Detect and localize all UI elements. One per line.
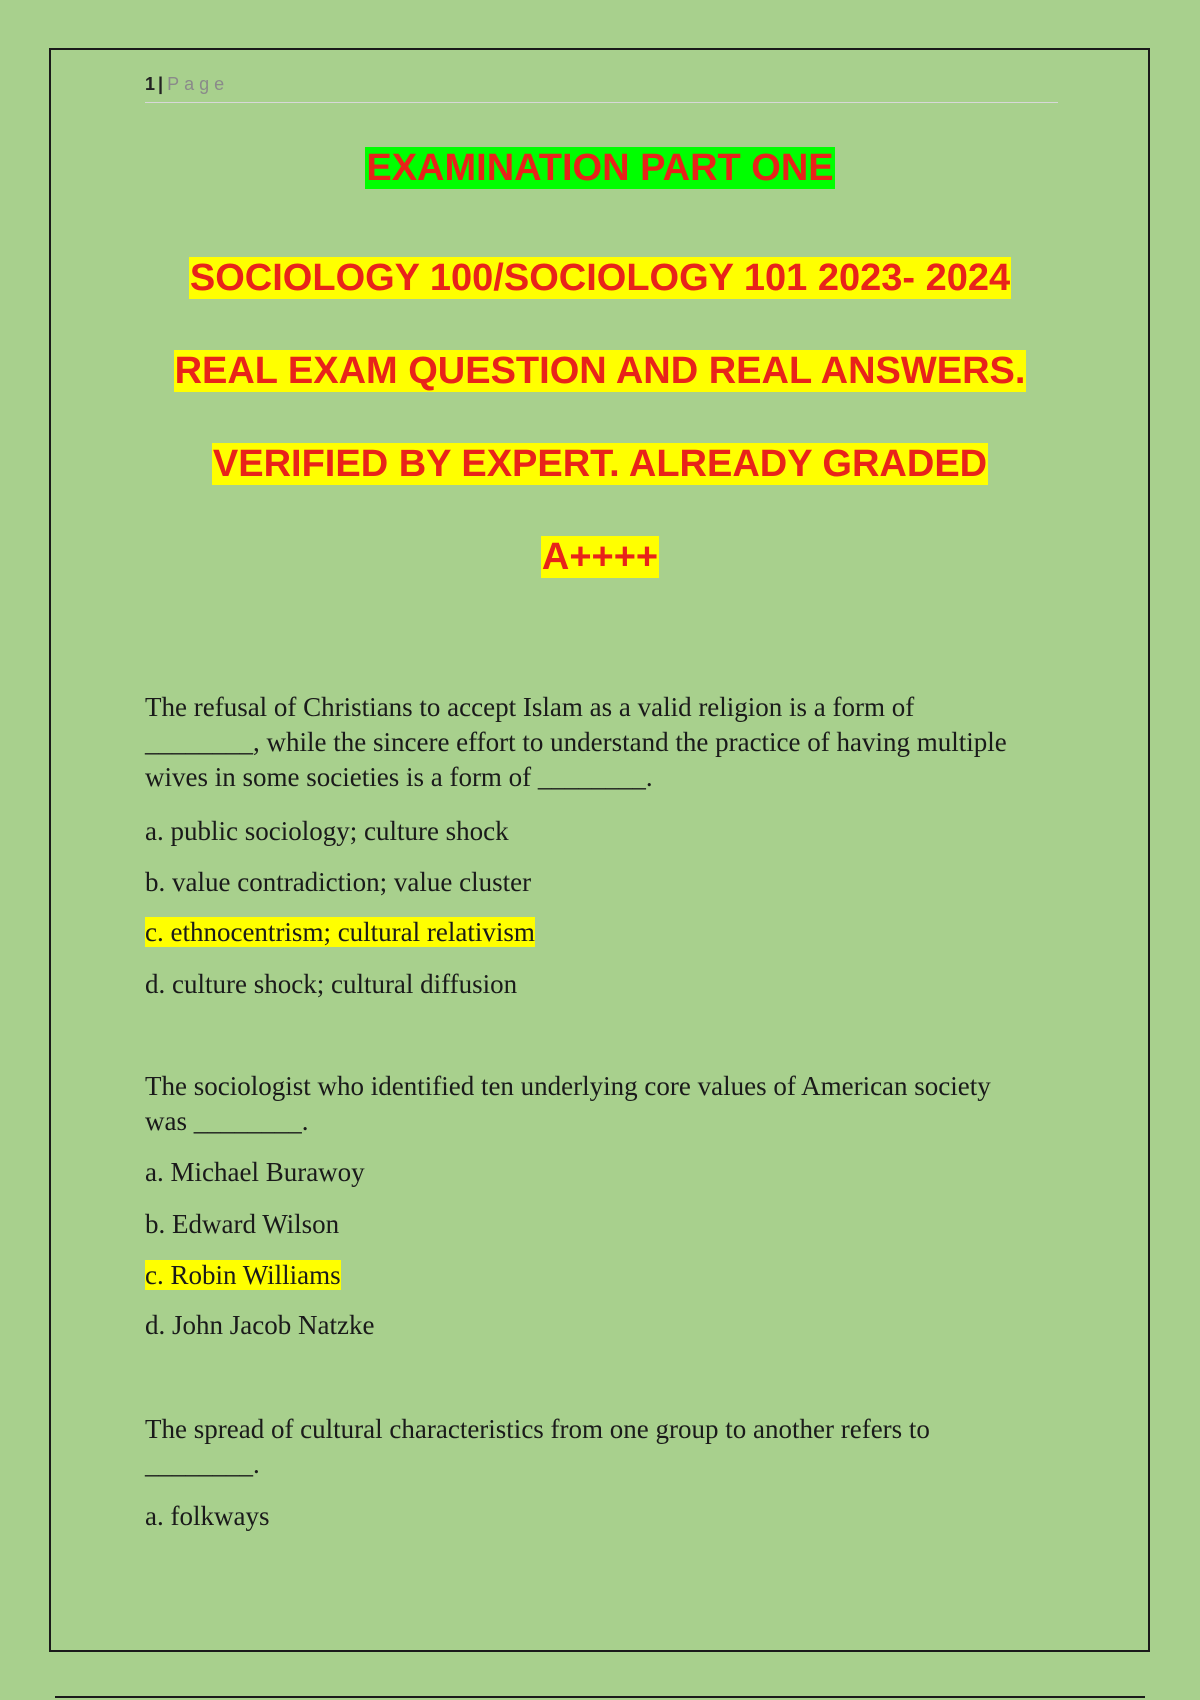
- question-2-line-2: was ________.: [145, 1106, 309, 1136]
- question-2-option-c-correct: c. Robin Williams: [145, 1260, 341, 1290]
- exam-title-text-4: VERIFIED BY EXPERT. ALREADY GRADED: [212, 443, 988, 485]
- exam-title-line-2: [0, 255, 1200, 301]
- question-1-option-b: b. value contradiction; value cluster: [145, 867, 532, 897]
- question-1-text: [145, 690, 1065, 795]
- exam-title-text-1: EXAMINATION PART ONE: [366, 147, 834, 189]
- exam-title-line-4: [0, 441, 1200, 487]
- question-1-line-1: The refusal of Christians to accept Islam as a valid religion is a form of: [145, 692, 915, 722]
- question-2-text: [145, 1069, 1065, 1139]
- question-1-line-3: wives in some societies is a form of ________.: [145, 762, 653, 792]
- page-separator: |: [158, 74, 164, 94]
- question-1-line-2: ________, while the sincere effort to understand the practice of having multiple: [145, 727, 1007, 757]
- exam-title-line-3: [0, 348, 1200, 394]
- question-3-line-2: ________.: [145, 1449, 260, 1479]
- question-2-line-1: The sociologist who identified ten underlying core values of American society: [145, 1071, 991, 1101]
- exam-title-text-2: SOCIOLOGY 100/SOCIOLOGY 101 2023- 2024: [189, 257, 1011, 299]
- question-2-option-d: d. John Jacob Natzke: [145, 1310, 375, 1340]
- page-number: 1: [145, 74, 156, 94]
- exam-title-line-1: [0, 145, 1200, 191]
- exam-title-text-3: REAL EXAM QUESTION AND REAL ANSWERS.: [174, 350, 1026, 392]
- page-header: [145, 70, 1058, 103]
- question-1-option-d: d. culture shock; cultural diffusion: [145, 969, 518, 999]
- exam-title-text-5: A++++: [541, 536, 659, 578]
- question-2-option-b: b. Edward Wilson: [145, 1209, 340, 1239]
- page-word: Page: [167, 74, 230, 94]
- question-2-option-a: a. Michael Burawoy: [145, 1157, 365, 1187]
- question-1-option-a: a. public sociology; culture shock: [145, 816, 509, 846]
- question-3-text: [145, 1412, 1065, 1482]
- question-3-option-a: a. folkways: [145, 1501, 270, 1531]
- exam-title-line-5: [0, 534, 1200, 580]
- bottom-rule: [55, 1696, 1145, 1698]
- question-3-line-1: The spread of cultural characteristics from one group to another refers to: [145, 1414, 930, 1444]
- question-1-option-c-correct: c. ethnocentrism; cultural relativism: [145, 917, 535, 947]
